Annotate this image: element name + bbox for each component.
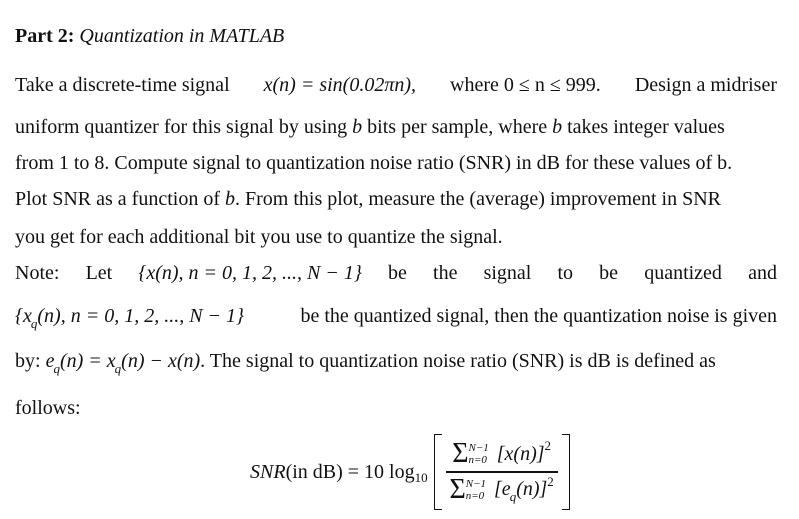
var-b: b — [225, 188, 235, 210]
numerator-term: [x(n)] — [496, 442, 545, 465]
note-line-1 — [15, 261, 777, 285]
quantized-signal-set: {$x_q(n)$, n = 0, 1, 2, ..., N − 1} — [15, 305, 245, 331]
var-b: b — [552, 116, 563, 138]
text-span: Plot SNR as a function of — [15, 188, 220, 210]
text-span: uniform quantizer for this signal by using — [15, 116, 348, 138]
note-line-3 — [15, 349, 716, 375]
text-span: be — [388, 262, 407, 284]
text-span: from 1 to 8. Compute signal to quantization noise ratio (SNR) in dB for these values of b. — [15, 152, 733, 174]
note-line-4 — [15, 396, 81, 420]
left-bracket — [434, 434, 442, 510]
signal-set: {x(n), n = 0, 1, 2, ..., N − 1} — [138, 262, 362, 284]
section-title: Quantization in MATLAB — [79, 25, 285, 47]
text-span: follows: — [15, 397, 81, 419]
signal-definition: x(n) = sin(0.02πn), — [263, 74, 416, 96]
exponent: 2 — [544, 438, 552, 454]
log-base: 10 — [414, 470, 428, 485]
text-span: and — [748, 262, 777, 284]
var-b: b — [352, 116, 363, 138]
denominator — [449, 473, 553, 507]
formula-lhs: (in dB) = 10 log — [285, 460, 415, 483]
snr-symbol: SNR — [250, 460, 286, 483]
numerator — [452, 437, 551, 471]
denominator-term: $[e_q(n)]$ — [494, 478, 548, 505]
text-span: signal — [483, 262, 532, 284]
paragraph-line-2 — [15, 115, 725, 139]
text-span: Take a discrete-time signal — [15, 74, 230, 96]
paragraph-line-4 — [15, 187, 721, 211]
text-span: Design a midriser — [634, 74, 777, 96]
text-span: the — [433, 262, 458, 284]
text-span: you get for each additional bit you use to quantize the signal. — [15, 226, 503, 248]
text-span: be the quantized signal, then the quantization noise is given — [300, 305, 777, 327]
text-span: takes integer values — [567, 116, 725, 138]
sum-limits: N−1 n=0 — [468, 442, 489, 467]
note-label: Note: — [15, 262, 60, 284]
text-span: . From this plot, measure the (average) improvement in SNR — [235, 188, 722, 210]
text-span: by: — [15, 350, 41, 372]
paragraph-line-3 — [15, 151, 732, 175]
note-line-2 — [15, 304, 777, 330]
noise-definition: $e_q(n) = x_q(n) - x(n)$ — [45, 350, 201, 376]
text-span: bits per sample, where — [367, 116, 548, 138]
section-heading — [15, 24, 284, 48]
sum-symbol: Σ — [452, 438, 469, 470]
sum-limits: N−1 n=0 — [465, 477, 487, 502]
sum-symbol: Σ — [449, 473, 466, 505]
snr-formula — [250, 432, 570, 512]
text-span: quantized — [644, 262, 722, 284]
fraction — [442, 437, 562, 506]
right-bracket — [562, 434, 570, 510]
text-span: to — [557, 262, 574, 284]
part-label: Part 2: — [15, 25, 75, 47]
text-span: Let — [85, 262, 113, 284]
text-span: . The signal to quantization noise ratio (SNR) is dB is defined as — [200, 350, 716, 372]
paragraph-line-5 — [15, 225, 503, 249]
paragraph-line-1 — [15, 73, 777, 97]
exponent: 2 — [547, 473, 554, 489]
range-text: where 0 ≤ n ≤ 999. — [450, 74, 601, 96]
text-span: be — [599, 262, 619, 284]
